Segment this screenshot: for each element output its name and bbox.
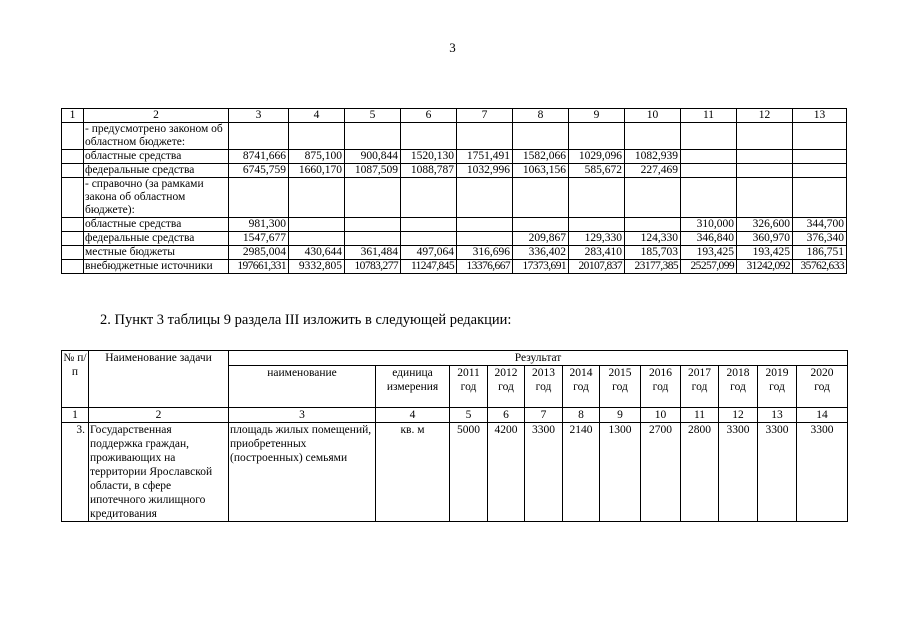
value-cell bbox=[737, 164, 793, 178]
column-number: 14 bbox=[797, 408, 848, 423]
value-cell bbox=[737, 178, 793, 218]
value-cell bbox=[289, 123, 345, 150]
table-row bbox=[62, 150, 847, 164]
year-suffix: год bbox=[691, 381, 708, 393]
year-value: 3300 bbox=[758, 423, 797, 522]
value-cell bbox=[289, 218, 345, 232]
year-value: 2700 bbox=[641, 423, 681, 522]
column-unit-header: единица измерения bbox=[376, 366, 450, 408]
year-header bbox=[758, 366, 797, 408]
table-row bbox=[62, 246, 847, 260]
column-number: 1 bbox=[62, 109, 84, 123]
year-label: 2011 bbox=[457, 367, 480, 379]
value-cell bbox=[793, 150, 847, 164]
table-row bbox=[62, 423, 848, 522]
year-value: 2140 bbox=[563, 423, 600, 522]
year-label: 2013 bbox=[532, 367, 555, 379]
value-cell: 10783,277 bbox=[345, 260, 401, 274]
value-cell bbox=[681, 123, 737, 150]
value-cell bbox=[569, 178, 625, 218]
value-cell: 193,425 bbox=[737, 246, 793, 260]
year-suffix: год bbox=[769, 381, 785, 393]
value-cell bbox=[737, 123, 793, 150]
value-cell: 25257,099 bbox=[681, 260, 737, 274]
value-cell bbox=[401, 123, 457, 150]
column-number: 3 bbox=[229, 408, 376, 423]
value-cell: 20107,837 bbox=[569, 260, 625, 274]
page-number: 3 bbox=[449, 40, 456, 55]
table-row bbox=[62, 260, 847, 274]
year-header bbox=[488, 366, 525, 408]
year-label: 2019 bbox=[765, 367, 789, 379]
row-index-cell bbox=[62, 164, 84, 178]
value-cell: 875,100 bbox=[289, 150, 345, 164]
task-name: Государственная поддержка граждан, проживающих на территории Ярославской области, в сфере ипотечного жилищного кредитования bbox=[89, 423, 229, 522]
value-cell bbox=[345, 232, 401, 246]
value-cell bbox=[681, 150, 737, 164]
year-value: 3300 bbox=[797, 423, 848, 522]
value-cell bbox=[345, 218, 401, 232]
value-cell: 11247,845 bbox=[401, 260, 457, 274]
table-row bbox=[62, 164, 847, 178]
column-number: 12 bbox=[737, 109, 793, 123]
row-label: внебюджетные источники bbox=[84, 260, 229, 274]
column-number: 9 bbox=[600, 408, 641, 423]
table-row bbox=[62, 123, 847, 150]
value-cell: 497,064 bbox=[401, 246, 457, 260]
year-label: 2017 bbox=[688, 367, 711, 379]
value-cell bbox=[569, 218, 625, 232]
value-cell: 2985,004 bbox=[229, 246, 289, 260]
value-cell: 326,600 bbox=[737, 218, 793, 232]
value-cell: 1547,677 bbox=[229, 232, 289, 246]
row-index-cell bbox=[62, 232, 84, 246]
column-number: 8 bbox=[563, 408, 600, 423]
value-cell: 17373,691 bbox=[513, 260, 569, 274]
value-cell bbox=[625, 123, 681, 150]
value-cell: 1087,509 bbox=[345, 164, 401, 178]
value-cell: 316,696 bbox=[457, 246, 513, 260]
year-header bbox=[797, 366, 848, 408]
row-index-cell bbox=[62, 218, 84, 232]
column-result-header: Результат bbox=[229, 351, 848, 366]
year-header bbox=[450, 366, 488, 408]
value-cell bbox=[569, 123, 625, 150]
value-cell bbox=[457, 232, 513, 246]
column-number: 13 bbox=[758, 408, 797, 423]
column-number: 12 bbox=[719, 408, 758, 423]
year-value: 1300 bbox=[600, 423, 641, 522]
column-name-header: наименование bbox=[229, 366, 376, 408]
value-cell bbox=[681, 164, 737, 178]
value-cell bbox=[457, 123, 513, 150]
row-label: местные бюджеты bbox=[84, 246, 229, 260]
value-cell: 344,700 bbox=[793, 218, 847, 232]
column-number: 11 bbox=[681, 109, 737, 123]
value-cell: 193,425 bbox=[681, 246, 737, 260]
column-number: 11 bbox=[681, 408, 719, 423]
table-row bbox=[62, 178, 847, 218]
value-cell bbox=[401, 178, 457, 218]
year-value: 3300 bbox=[525, 423, 563, 522]
year-label: 2018 bbox=[726, 367, 750, 379]
value-cell bbox=[289, 232, 345, 246]
value-cell: 360,970 bbox=[737, 232, 793, 246]
column-number: 1 bbox=[62, 408, 89, 423]
value-cell: 310,000 bbox=[681, 218, 737, 232]
column-number: 2 bbox=[84, 109, 229, 123]
results-table bbox=[61, 350, 848, 522]
value-cell: 197661,331 bbox=[229, 260, 289, 274]
value-cell: 9332,805 bbox=[289, 260, 345, 274]
column-number: 5 bbox=[345, 109, 401, 123]
value-cell: 8741,666 bbox=[229, 150, 289, 164]
row-label: областные средства bbox=[84, 218, 229, 232]
value-cell: 1582,066 bbox=[513, 150, 569, 164]
column-number: 8 bbox=[513, 109, 569, 123]
value-cell bbox=[345, 178, 401, 218]
row-label: - предусмотрено законом об областном бюджете: bbox=[84, 123, 229, 150]
instruction-paragraph: 2. Пункт 3 таблицы 9 раздела III изложить в следующей редакции: bbox=[100, 312, 512, 328]
year-header bbox=[563, 366, 600, 408]
value-cell bbox=[229, 123, 289, 150]
column-number: 10 bbox=[625, 109, 681, 123]
result-unit: кв. м bbox=[376, 423, 450, 522]
value-cell: 900,844 bbox=[345, 150, 401, 164]
value-cell bbox=[457, 218, 513, 232]
row-index-cell bbox=[62, 246, 84, 260]
value-cell: 336,402 bbox=[513, 246, 569, 260]
value-cell: 1029,096 bbox=[569, 150, 625, 164]
value-cell bbox=[737, 150, 793, 164]
column-number: 2 bbox=[89, 408, 229, 423]
value-cell: 981,300 bbox=[229, 218, 289, 232]
value-cell bbox=[513, 218, 569, 232]
year-value: 4200 bbox=[488, 423, 525, 522]
column-task-header: Наименование задачи bbox=[89, 351, 229, 408]
value-cell bbox=[401, 218, 457, 232]
value-cell bbox=[681, 178, 737, 218]
funding-table bbox=[61, 108, 847, 274]
year-label: 2016 bbox=[649, 367, 672, 379]
column-number: 6 bbox=[401, 109, 457, 123]
value-cell: 430,644 bbox=[289, 246, 345, 260]
value-cell: 185,703 bbox=[625, 246, 681, 260]
value-cell: 35762,633 bbox=[793, 260, 847, 274]
column-numbers-row bbox=[62, 408, 848, 423]
value-cell bbox=[625, 218, 681, 232]
year-suffix: год bbox=[498, 381, 514, 393]
column-number: 7 bbox=[525, 408, 563, 423]
value-cell: 376,340 bbox=[793, 232, 847, 246]
value-cell: 1660,170 bbox=[289, 164, 345, 178]
column-number: 9 bbox=[569, 109, 625, 123]
year-suffix: год bbox=[460, 381, 477, 393]
table-header-row bbox=[62, 109, 847, 123]
value-cell: 209,867 bbox=[513, 232, 569, 246]
value-cell: 1520,130 bbox=[401, 150, 457, 164]
table-row bbox=[62, 218, 847, 232]
column-number: 7 bbox=[457, 109, 513, 123]
value-cell: 1032,996 bbox=[457, 164, 513, 178]
table-header-row bbox=[62, 351, 848, 366]
value-cell: 1082,939 bbox=[625, 150, 681, 164]
value-cell bbox=[793, 123, 847, 150]
row-label: областные средства bbox=[84, 150, 229, 164]
year-header bbox=[641, 366, 681, 408]
value-cell: 31242,092 bbox=[737, 260, 793, 274]
value-cell bbox=[401, 232, 457, 246]
value-cell: 186,751 bbox=[793, 246, 847, 260]
row-index-cell bbox=[62, 178, 84, 218]
row-label: - справочно (за рамками закона об областном бюджете): bbox=[84, 178, 229, 218]
row-index-cell bbox=[62, 123, 84, 150]
value-cell: 1751,491 bbox=[457, 150, 513, 164]
value-cell bbox=[793, 178, 847, 218]
row-index-cell bbox=[62, 260, 84, 274]
value-cell: 227,469 bbox=[625, 164, 681, 178]
value-cell: 361,484 bbox=[345, 246, 401, 260]
value-cell: 13376,667 bbox=[457, 260, 513, 274]
year-value: 3300 bbox=[719, 423, 758, 522]
column-number: 4 bbox=[376, 408, 450, 423]
year-suffix: год bbox=[730, 381, 746, 393]
year-suffix: год bbox=[814, 381, 830, 393]
table-row bbox=[62, 232, 847, 246]
row-index-cell bbox=[62, 150, 84, 164]
year-label: 2020 bbox=[810, 367, 834, 379]
row-label: федеральные средства bbox=[84, 232, 229, 246]
year-label: 2014 bbox=[569, 367, 593, 379]
column-number: 5 bbox=[450, 408, 488, 423]
value-cell bbox=[513, 178, 569, 218]
column-number: 10 bbox=[641, 408, 681, 423]
value-cell: 23177,385 bbox=[625, 260, 681, 274]
result-name: площадь жилых помещений, приобретенных (построенных) семьями bbox=[229, 423, 376, 522]
column-number: 3 bbox=[229, 109, 289, 123]
row-label: федеральные средства bbox=[84, 164, 229, 178]
year-suffix: год bbox=[612, 381, 628, 393]
column-no-header: № п/п bbox=[62, 351, 89, 408]
value-cell bbox=[345, 123, 401, 150]
row-number: 3. bbox=[62, 423, 89, 522]
value-cell: 129,330 bbox=[569, 232, 625, 246]
value-cell: 1063,156 bbox=[513, 164, 569, 178]
value-cell: 6745,759 bbox=[229, 164, 289, 178]
year-value: 5000 bbox=[450, 423, 488, 522]
value-cell bbox=[289, 178, 345, 218]
value-cell bbox=[793, 164, 847, 178]
year-label: 2012 bbox=[494, 367, 518, 379]
value-cell: 283,410 bbox=[569, 246, 625, 260]
value-cell bbox=[229, 178, 289, 218]
column-number: 6 bbox=[488, 408, 525, 423]
value-cell: 585,672 bbox=[569, 164, 625, 178]
year-header bbox=[681, 366, 719, 408]
year-header bbox=[719, 366, 758, 408]
column-number: 4 bbox=[289, 109, 345, 123]
value-cell bbox=[625, 178, 681, 218]
year-value: 2800 bbox=[681, 423, 719, 522]
value-cell: 346,840 bbox=[681, 232, 737, 246]
year-header bbox=[600, 366, 641, 408]
value-cell bbox=[513, 123, 569, 150]
value-cell: 124,330 bbox=[625, 232, 681, 246]
column-number: 13 bbox=[793, 109, 847, 123]
value-cell bbox=[457, 178, 513, 218]
year-suffix: год bbox=[652, 381, 669, 393]
year-label: 2015 bbox=[608, 367, 632, 379]
value-cell: 1088,787 bbox=[401, 164, 457, 178]
year-suffix: год bbox=[573, 381, 589, 393]
year-header bbox=[525, 366, 563, 408]
year-suffix: год bbox=[535, 381, 552, 393]
